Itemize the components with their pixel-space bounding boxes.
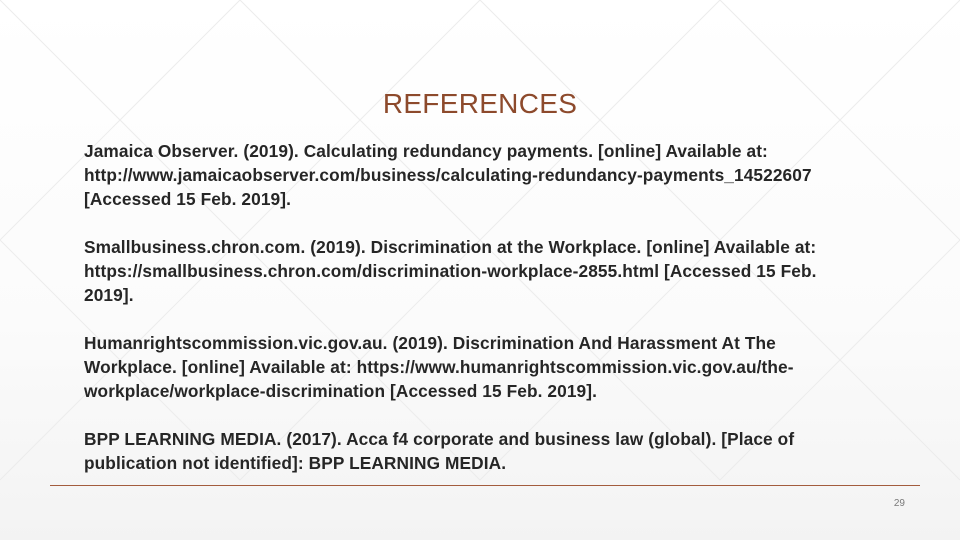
reference-item: Smallbusiness.chron.com. (2019). Discrimination at the Workplace. [online] Available at: https://smallbusiness.chron.com/discrimination-workplace-2855.html [Accessed 15 Feb. 2019]. [84, 237, 817, 305]
reference-item: Jamaica Observer. (2019). Calculating redundancy payments. [online] Available at: http://www.jamaicaobserver.com/business/calculating-redundancy-payments_14522607 [Accessed 15 Feb. 2019]. [84, 141, 812, 209]
slide-title: REFERENCES [382, 88, 578, 119]
reference-item: Humanrightscommission.vic.gov.au. (2019). Discrimination And Harassment At The Workplace. [online] Available at: https://www.humanrightscommission.vic.gov.au/the- workplace/workplace-discrimination [Accessed 15 Feb. 2019]. [84, 333, 794, 401]
footer-divider [50, 485, 920, 486]
reference-list [84, 139, 934, 499]
reference-item: BPP LEARNING MEDIA. (2017). Acca f4 corporate and business law (global). [Place of publication not identified]: BPP LEARNING MEDIA. [84, 429, 795, 473]
page-number: 29 [893, 498, 905, 509]
